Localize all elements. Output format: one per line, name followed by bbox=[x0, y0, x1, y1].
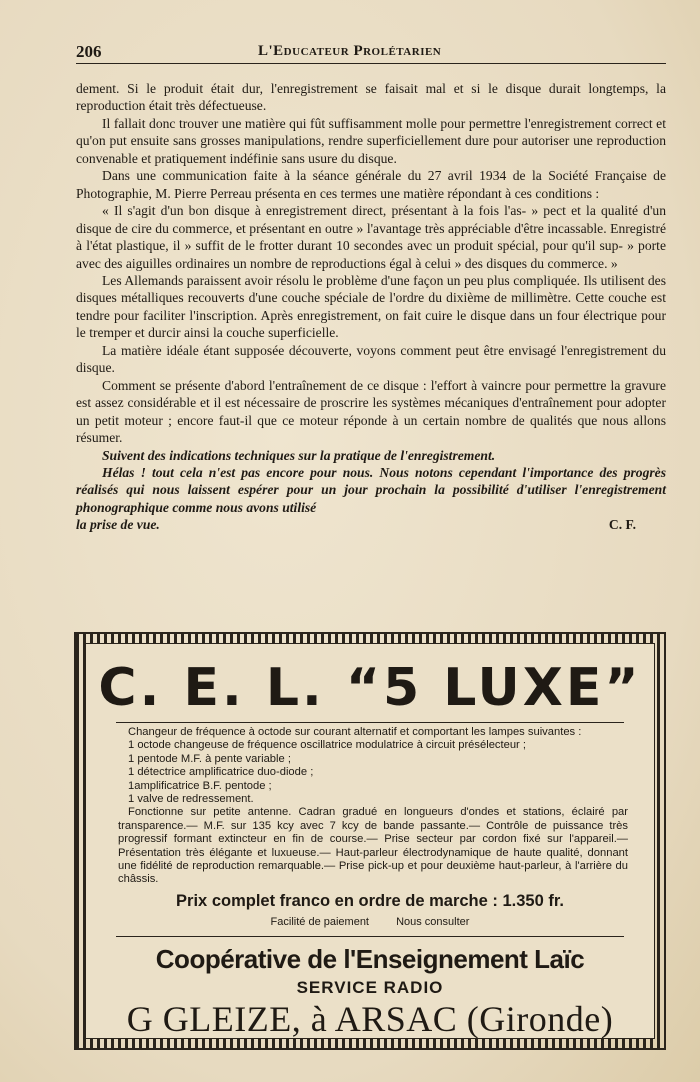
quotation: « Il s'agit d'un bon disque à enregistrement direct, présentant à la fois l'as- » pect et la qualité d'un disque de cire du commerce, et présentant en outre » l'avantage très appréciable d'être incassable. Enregistré à l'état plastique, il » suffit de le frotter durant 10 secondes avec un produit spécial, pour qu'il sup- » porte avec des aiguilles ordinaires un nombre de reproductions égal à celui » des disques du commerce. » bbox=[76, 203, 666, 271]
payment-facility: Facilité de paiement bbox=[270, 916, 369, 928]
ad-address: G GLEIZE, à ARSAC (Gironde) bbox=[126, 999, 614, 1039]
tube-item: 1 octode changeuse de fréquence oscillatrice modulatrice à circuit présélecteur ; bbox=[128, 739, 526, 752]
ad-payment-line bbox=[86, 916, 654, 928]
ad-price: Prix complet franco en ordre de marche : 1.350 fr. bbox=[176, 892, 564, 910]
tube-item: 1 détectrice amplificatrice duo-diode ; bbox=[128, 766, 314, 779]
ad-intro: Changeur de fréquence à octode sur courant alternatif et comportant les lampes suivantes : bbox=[128, 726, 582, 738]
article-body bbox=[76, 80, 666, 534]
paragraph: Comment se présente d'abord l'entraînement de ce disque : l'effort à vaincre pour permettre la gravure est assez considérable et il est nécessaire de proscrire les systèmes mécaniques d'entraînement pour adopter un petit moteur ; encore faut-il que ce moteur réponde à un certain nombre de qualités que nous allons résumer. bbox=[76, 377, 666, 446]
running-title: L'Educateur Prolétarien bbox=[258, 43, 442, 59]
paragraph: dement. Si le produit était dur, l'enregistrement se faisait mal et si le disque durait longtemps, la reproduction était très défectueuse. bbox=[76, 81, 666, 114]
paragraph: La matière idéale étant supposée découverte, voyons comment peut être envisagé l'enregistrement du disque. bbox=[76, 342, 666, 376]
paragraph: Les Allemands paraissent avoir résolu le problème d'une façon un peu plus compliquée. Ils utilisent des disques métalliques recouverts d'une couche spéciale de l'ordre du dixième de millimètre. Cette couche est tendre pour faciliter l'inscription. Après enregistrement, on fait cuire le disque dans un four électrique pour le tremper et durcir ainsi la couche superficielle. bbox=[76, 272, 666, 341]
editorial-note: Suivent des indications techniques sur la pratique de l'enregistrement. bbox=[102, 447, 496, 463]
tube-item: 1amplificatrice B.F. pentode ; bbox=[128, 779, 272, 792]
header-divider bbox=[76, 63, 666, 64]
ad-divider bbox=[116, 722, 624, 723]
ad-divider bbox=[116, 936, 624, 937]
closing-paragraph: Hélas ! tout cela n'est pas encore pour nous. Nous notons cependant l'importance des progrès réalisés qui nous laissent espérer pour un jour prochain la possibilité d'utiliser l'enregistrement phonographique comme nous avons utilisé bbox=[76, 464, 666, 515]
page-header bbox=[76, 40, 666, 64]
ad-description bbox=[118, 726, 628, 887]
closing-line bbox=[76, 516, 666, 533]
cooperative-name: Coopérative de l'Enseignement Laïc bbox=[155, 944, 585, 974]
paragraph: Il fallait donc trouver une matière qui fût suffisamment molle pour permettre l'enregistrement correct et qu'on put ensuite sans grosses manipulations, rendre superficiellement dure pour autoriser une reproduction convenable et pratiquement indéfinie sans usure du disque. bbox=[76, 115, 666, 166]
paragraph: Dans une communication faite à la séance générale du 27 avril 1934 de la Société Française de Photographie, M. Pierre Perreau présenta en ces termes une matière répondant à ces conditions : bbox=[76, 168, 666, 201]
tube-item: 1 pentode M.F. à pente variable ; bbox=[128, 752, 291, 765]
page-number: 206 bbox=[76, 42, 102, 61]
consult-note: Nous consulter bbox=[396, 916, 470, 928]
service-label: SERVICE RADIO bbox=[296, 978, 444, 997]
tube-item: 1 valve de redressement. bbox=[128, 793, 254, 806]
advertisement bbox=[74, 632, 666, 1050]
ad-title: C. E. L. “5 LUXE” bbox=[98, 658, 642, 718]
ad-features: Fonctionne sur petite antenne. Cadran gradué en longueurs d'ondes et stations, éclairé par transparence.— M.F. sur 135 kcy avec 7 kcy de bande passante.— Contrôle de puissance très progressif formant extincteur en fin de course.— Prise secteur par cordon fixé sur l'appareil.— Présentation très élégante et luxueuse.— Haut-parleur électrodynamique de haute qualité, donnant une fidélité de reproduction remarquable.— Prise pick-up et pour deuxième haut-parleur, à l'arrière du châssis. bbox=[118, 806, 628, 886]
closing-text: la prise de vue. bbox=[76, 517, 160, 533]
author-signature: C. F. bbox=[608, 517, 636, 533]
ad-frame bbox=[85, 643, 655, 1039]
